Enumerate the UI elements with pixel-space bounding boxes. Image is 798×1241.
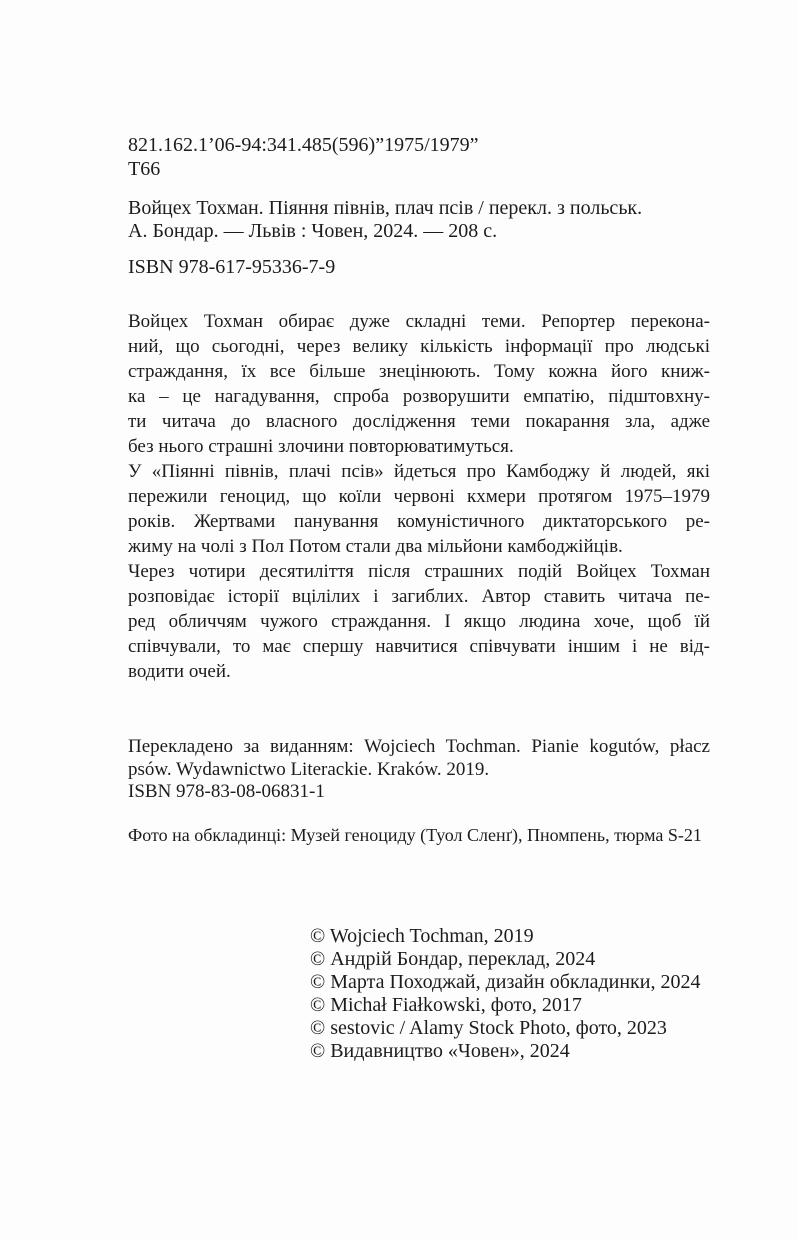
udc-block	[128, 133, 710, 181]
udc-code: 821.162.1’06-94:341.485(596)”1975/1979”	[128, 134, 479, 156]
text-line: страждання, їх все більше знецінюють. Тому кожна його книж-	[128, 361, 710, 382]
bibliographic-line: Войцех Тохман. Піяння півнів, плач псів / перекл. з польськ.	[128, 197, 643, 219]
translation-note	[128, 736, 710, 804]
copyright-block	[310, 925, 710, 1063]
text-line: пережили геноцид, що коїли червоні кхмери протягом 1975–1979	[128, 486, 710, 507]
copyright-line: © Michał Fiałkowski, фото, 2017	[310, 993, 582, 1016]
text-line: ний, що сьогодні, через велику кількість інформації про людські	[128, 336, 710, 357]
text-line: років. Жертвами панування комуністичного диктаторського ре-	[128, 511, 710, 532]
translation-source	[128, 736, 710, 781]
text-line: У «Піянні півнів, плачі псів» йдеться про Камбоджу й людей, які	[128, 461, 710, 482]
text-line: Перекладено за виданням: Wojciech Tochman. Pianie kogutów, płacz	[128, 736, 710, 757]
text-line: Через чотири десятиліття після страшних подій Войцех Тохман	[128, 561, 710, 582]
text-line: розповідає історії вцілілих і загиблих. Автор ставить читача пе-	[128, 586, 710, 607]
text-line: ред обличчям чужого страждання. І якщо людина хоче, щоб їй	[128, 611, 710, 632]
text-line: psów. Wydawnictwo Literackie. Kraków. 2019.	[128, 758, 490, 780]
annotation-paragraph-3	[128, 559, 710, 684]
copyright-line: © Андрій Бондар, переклад, 2024	[310, 947, 596, 970]
text-line: ка – це нагадування, спроба розворушити емпатію, підштовхну-	[128, 386, 710, 407]
author-mark: Т66	[128, 158, 161, 180]
isbn: ISBN 978-617-95336-7-9	[128, 256, 336, 278]
copyright-line: © Wojciech Tochman, 2019	[310, 924, 534, 947]
text-line: ти читача до власного дослідження теми покарання зла, адже	[128, 411, 710, 432]
cover-photo-credit: Фото на обкладинці: Музей геноциду (Туол Сленґ), Пномпень, тюрма S-21	[128, 824, 702, 845]
text-line: Войцех Тохман обирає дуже складні теми. Репортер перекона-	[128, 311, 710, 332]
source-isbn: ISBN 978-83-08-06831-1	[128, 781, 325, 802]
annotation-paragraph-2	[128, 459, 710, 559]
bibliographic-record	[128, 197, 710, 243]
annotation-paragraph-1	[128, 309, 710, 459]
text-line: жиму на чолі з Пол Потом стали два мільйони камбоджійців.	[128, 536, 623, 557]
annotation	[128, 309, 710, 684]
copyright-line: © Видавництво «Човен», 2024	[310, 1039, 570, 1062]
text-line: співчували, то має спершу навчитися співчувати іншим і не від-	[128, 636, 710, 657]
copyright-line: © sestovic / Alamy Stock Photo, фото, 2023	[310, 1016, 667, 1039]
copyright-line: © Марта Походжай, дизайн обкладинки, 2024	[310, 970, 701, 993]
text-line: водити очей.	[128, 661, 231, 682]
bibliographic-line: А. Бондар. — Львів : Човен, 2024. — 208 с.	[128, 220, 498, 242]
text-line: без нього страшні злочини повторюватимуться.	[128, 436, 514, 457]
